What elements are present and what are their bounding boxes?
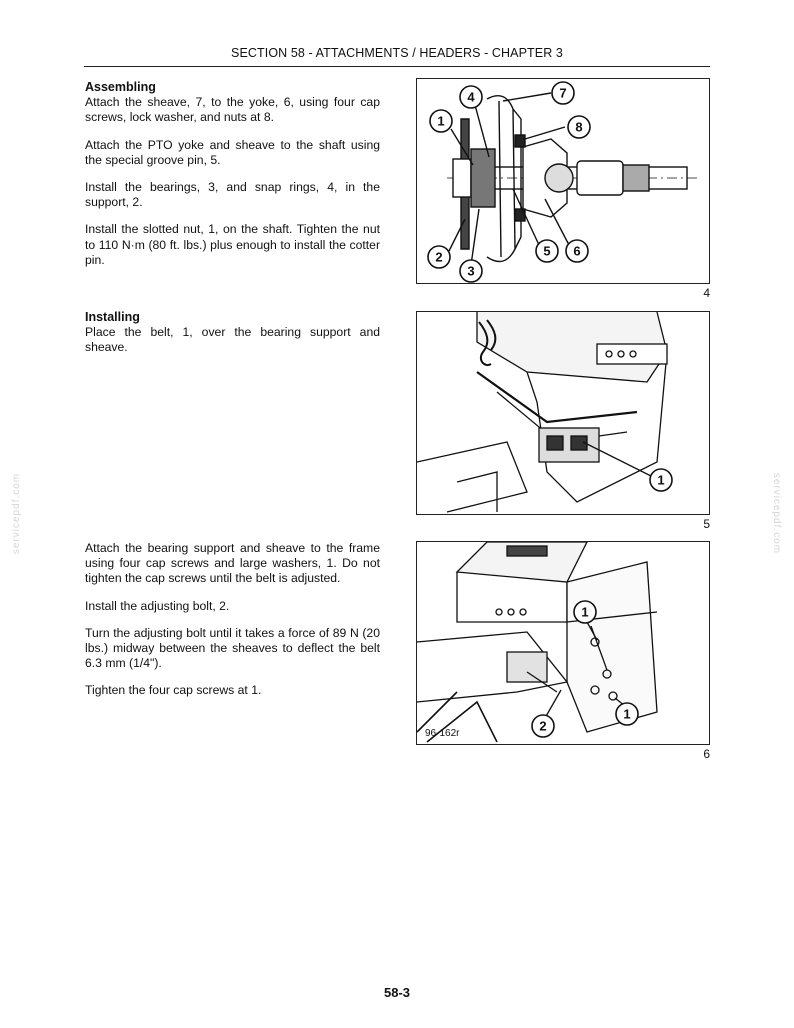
installing-step-1: Place the belt, 1, over the bearing support and sheave. [85, 325, 380, 355]
assembling-heading: Assembling [85, 80, 156, 94]
attach-step-2: Install the adjusting bolt, 2. [85, 598, 230, 613]
callout-8: 8 [575, 119, 583, 135]
callout-3: 3 [467, 263, 475, 279]
figure-5 [416, 311, 710, 515]
assembling-step-4: Install the slotted nut, 1, on the shaft. Tighten the nut to 110 N·m (80 ft. lbs.) plus enough to install the cotter pin. [85, 222, 380, 267]
figure-6 [416, 541, 710, 745]
attach-step-1: Attach the bearing support and sheave to the frame using four cap screws and large washers, 1. Do not tighten the cap screws until the belt is adjusted. [85, 541, 380, 586]
figure-4-number: 4 [703, 286, 710, 300]
callout-1: 1 [581, 604, 589, 620]
section-header: SECTION 58 - ATTACHMENTS / HEADERS - CHAPTER 3 [231, 46, 563, 60]
figure-5-number: 5 [703, 517, 710, 531]
assembling-step-3: Install the bearings, 3, and snap rings, 4, in the support, 2. [85, 180, 380, 210]
callout-5: 5 [543, 243, 551, 259]
callout-6: 6 [573, 243, 581, 259]
assembling-step-1: Attach the sheave, 7, to the yoke, 6, using four cap screws, lock washer, and nuts at 8. [85, 95, 380, 125]
callout-1: 1 [657, 472, 665, 488]
figure-5-drawing [417, 312, 709, 514]
header-rule [84, 66, 710, 67]
attach-step-4: Tighten the four cap screws at 1. [85, 683, 262, 698]
watermark-left: servicepdf.com [11, 472, 23, 555]
figure-4-drawing [417, 79, 709, 283]
page-number: 58-3 [383, 985, 411, 1000]
callout-1: 1 [623, 706, 631, 722]
figure-6-drawing [417, 542, 709, 744]
installing-heading: Installing [85, 310, 140, 324]
installing-section [85, 310, 380, 368]
watermark-right: servicepdf.com [771, 472, 783, 555]
callout-7: 7 [559, 85, 567, 101]
figure-4 [416, 78, 710, 284]
assembling-section [85, 80, 380, 280]
callout-2: 2 [435, 249, 443, 265]
figure-6-number: 6 [703, 747, 710, 761]
figure-5-callouts [650, 469, 672, 491]
attach-section [85, 541, 380, 711]
figure-6-code: 96-162r [425, 728, 460, 739]
callout-1: 1 [437, 113, 445, 129]
attach-step-3: Turn the adjusting bolt until it takes a force of 89 N (20 lbs.) midway between the sheaves to deflect the belt 6.3 mm (1/4"). [85, 625, 380, 671]
callout-2: 2 [539, 718, 547, 734]
assembling-step-2: Attach the PTO yoke and sheave to the shaft using the special groove pin, 5. [85, 137, 380, 167]
callout-4: 4 [467, 89, 475, 105]
